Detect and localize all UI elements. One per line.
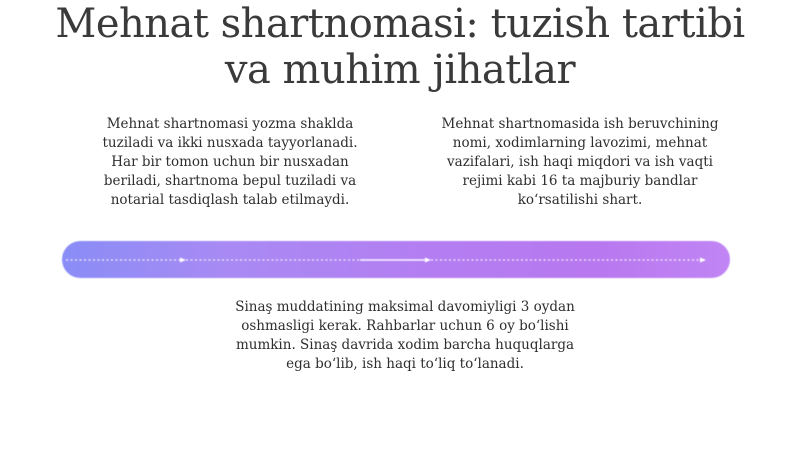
info-block-3-line: ega boʻlib, ish haqi toʻliq toʻlanadi.	[286, 356, 524, 372]
timeline-arrows	[62, 241, 730, 278]
info-block-2-line: nomi, xodimlarning lavozimi, mehnat	[452, 135, 708, 151]
info-block-1-line: notarial tasdiqlash talab etilmaydi.	[110, 192, 350, 208]
timeline-arrow-icon	[700, 258, 706, 263]
title-line-1: Mehnat shartnomasi: tuzish tartibi	[55, 1, 745, 47]
info-block-3-line: Sinaş muddatining maksimal davomiyligi 3 oydan	[235, 299, 575, 315]
info-block-1-line: Mehnat shartnomasi yozma shaklda	[106, 116, 354, 132]
info-block-1-line: beriladi, shartnoma bepul tuziladi va	[103, 173, 357, 189]
info-block-2-line: koʻrsatilishi shart.	[517, 192, 643, 208]
info-block-3	[225, 298, 585, 374]
info-block-2-line: rejimi kabi 16 ta majburiy bandlar	[462, 173, 698, 189]
title-line-2: va muhim jihatlar	[224, 47, 576, 93]
info-block-2-line: vazifalari, ish haqi miqdori va ish vaqti	[447, 154, 713, 170]
timeline-arrow-icon	[180, 258, 186, 263]
timeline-bar	[62, 241, 730, 278]
info-block-1-line: tuziladi va ikki nusxada tayyorlanadi.	[102, 135, 358, 151]
info-block-1	[80, 115, 380, 210]
timeline-arrow-icon	[425, 258, 431, 263]
page-title	[0, 0, 800, 93]
info-block-1-line: Har bir tomon uchun bir nusxadan	[111, 154, 349, 170]
info-block-2	[420, 115, 740, 210]
info-block-3-line: oshmasligi kerak. Rahbarlar uchun 6 oy boʻlishi	[241, 318, 569, 334]
info-block-3-line: mumkin. Sinaş davrida xodim barcha huquqlarga	[235, 337, 575, 353]
info-block-2-line: Mehnat shartnomasida ish beruvchining	[441, 116, 719, 132]
